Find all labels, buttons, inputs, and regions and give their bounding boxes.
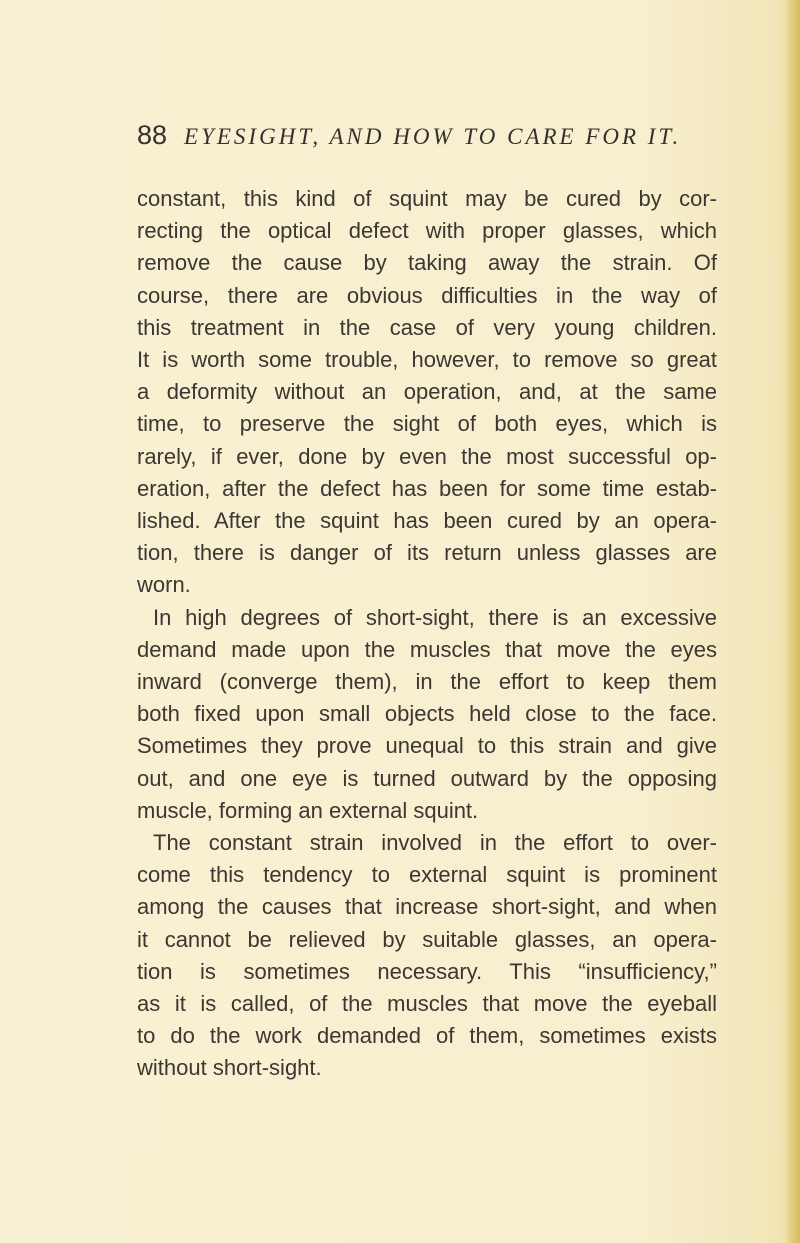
text-line: tion, there is danger of its return unless glasses are — [137, 540, 717, 566]
text-line: out, and one eye is turned outward by the opposing — [137, 765, 717, 791]
page-number: 88 — [137, 120, 168, 150]
text-line: recting the optical defect with proper glasses, which — [137, 218, 717, 244]
page-edge — [786, 0, 800, 1243]
text-line: course, there are obvious difficulties in the way of — [137, 282, 717, 308]
text-line: among the causes that increase short-sight, and when — [137, 894, 717, 920]
text-line: Sometimes they prove unequal to this strain and give — [137, 733, 717, 759]
text-line: demand made upon the muscles that move the eyes — [137, 636, 717, 662]
text-line: to do the work demanded of them, sometimes exists — [137, 1023, 717, 1049]
text-line: inward (converge them), in the effort to keep them — [137, 669, 717, 695]
text-line: this treatment in the case of very young children. — [137, 314, 717, 340]
text-line: constant, this kind of squint may be cured by cor- — [137, 186, 717, 211]
text-line: worn. — [137, 572, 191, 598]
text-line: It is worth some trouble, however, to remove so great — [137, 347, 717, 373]
text-line: without short-sight. — [137, 1055, 322, 1081]
text-line: come this tendency to external squint is prominent — [137, 862, 717, 888]
text-line: it cannot be relieved by suitable glasses, an opera- — [137, 926, 717, 952]
text-line: as it is called, of the muscles that move the eyeball — [137, 991, 717, 1017]
running-head: EYESIGHT, AND HOW TO CARE FOR IT. — [184, 124, 682, 149]
body-text — [137, 183, 717, 1085]
text-line: time, to preserve the sight of both eyes, which is — [137, 411, 717, 437]
text-line: remove the cause by taking away the strain. Of — [137, 250, 717, 276]
text-line: In high degrees of short-sight, there is an excessive — [153, 604, 717, 630]
text-line: The constant strain involved in the effort to over- — [153, 830, 717, 856]
text-line: eration, after the defect has been for some time estab- — [137, 475, 717, 501]
text-line: a deformity without an operation, and, at the same — [137, 379, 717, 405]
text-line: tion is sometimes necessary. This “insufficiency,” — [137, 958, 717, 984]
text-line: lished. After the squint has been cured by an opera- — [137, 508, 717, 534]
text-line: both fixed upon small objects held close to the face. — [137, 701, 717, 727]
text-line: muscle, forming an external squint. — [137, 797, 479, 823]
text-line: rarely, if ever, done by even the most successful op- — [137, 443, 717, 469]
page-header — [137, 120, 681, 160]
